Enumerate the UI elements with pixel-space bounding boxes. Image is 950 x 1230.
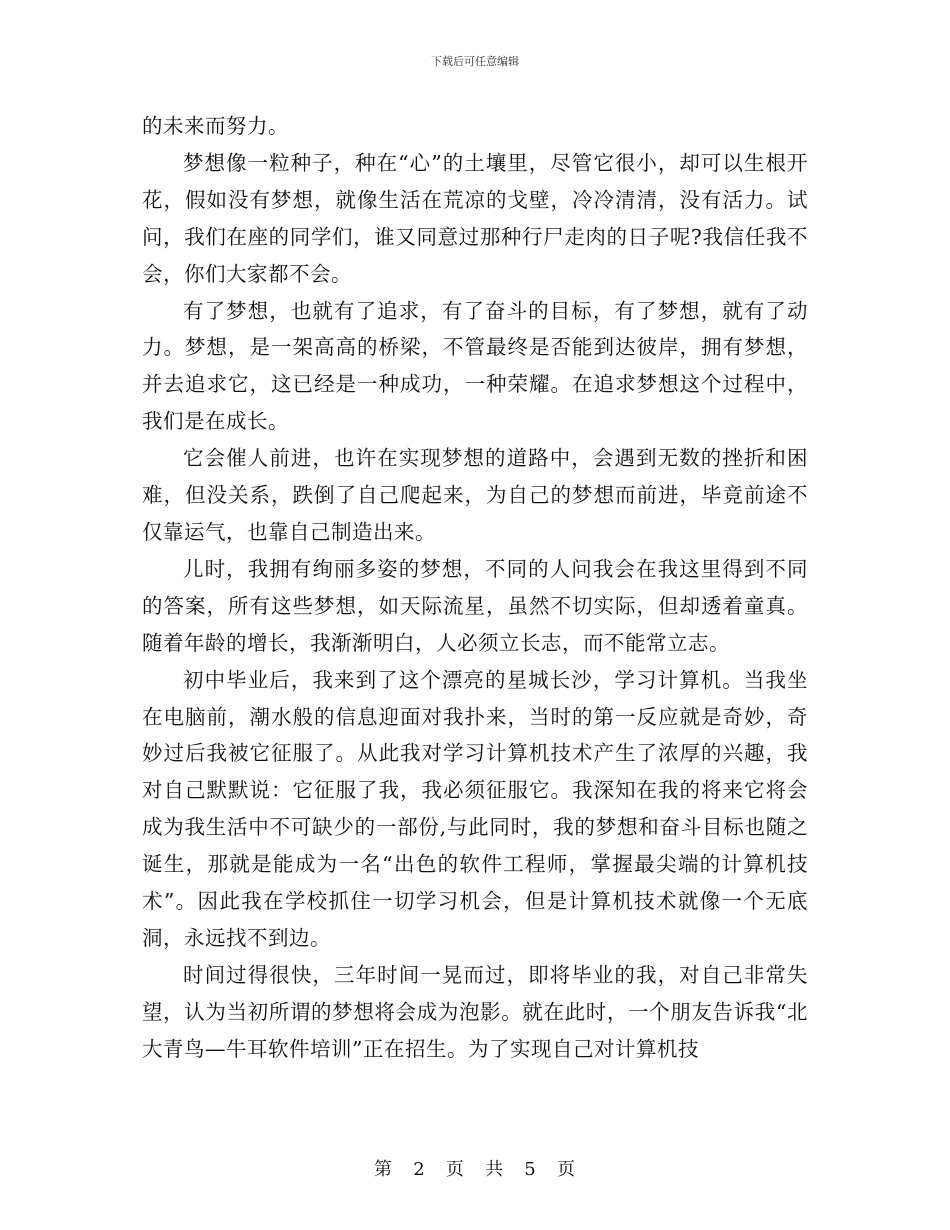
- total-pages-number: 5: [524, 1159, 537, 1180]
- paragraph-5: 儿时，我拥有绚丽多姿的梦想，不同的人问我会在我这里得到不同的答案，所有这些梦想，如天际流星，虽然不切实际，但却透着童真。随着年龄的增长，我渐渐明白，人必须立长志，而不能常立志。: [142, 556, 808, 655]
- document-body: [142, 108, 808, 1068]
- footer-page-word: 页: [445, 1159, 465, 1180]
- current-page-number: 2: [413, 1159, 426, 1180]
- paragraph-6: 初中毕业后，我来到了这个漂亮的星城长沙，学习计算机。当我坐在电脑前，潮水般的信息迎面对我扑来，当时的第一反应就是奇妙，奇妙过后我被它征服了。从此我对学习计算机技术产生了浓厚的兴趣，我对自己默默说：它征服了我，我必须征服它。我深知在我的将来它将会成为我生活中不可缺少的一部份,与此同时，我的梦想和奋斗目标也随之诞生，那就是能成为一名“出色的软件工程师，掌握最尖端的计算机技术”。因此我在学校抓住一切学习机会，但是计算机技术就像一个无底洞，永远找不到边。: [142, 667, 808, 950]
- footer-total-word: 共: [485, 1159, 505, 1180]
- header-note: 下载后可任意编辑: [431, 55, 519, 68]
- paragraph-1: 的未来而努力。: [142, 114, 289, 138]
- paragraph-4: 它会催人前进，也许在实现梦想的道路中，会遇到无数的挫折和困难，但没关系，跌倒了自己爬起来，为自己的梦想而前进，毕竟前途不仅靠运气，也靠自己制造出来。: [142, 446, 808, 544]
- paragraph-2: 梦想像一粒种子，种在“心”的土壤里，尽管它很小，却可以生根开花，假如没有梦想，就像生活在荒凉的戈壁，冷冷清清，没有活力。试问，我们在座的同学们，谁又同意过那种行尸走肉的日子呢?我信任我不会，你们大家都不会。: [142, 150, 808, 286]
- footer-prefix: 第: [374, 1159, 394, 1180]
- paragraph-7: 时间过得很快，三年时间一晃而过，即将毕业的我，对自己非常失望，认为当初所谓的梦想将会成为泡影。就在此时，一个朋友告诉我“北大青鸟—牛耳软件培训”正在招生。为了实现自己对计算机技: [142, 962, 808, 1061]
- page-footer: [0, 1155, 950, 1181]
- footer-suffix: 页: [556, 1159, 576, 1180]
- paragraph-3: 有了梦想，也就有了追求，有了奋斗的目标，有了梦想，就有了动力。梦想，是一架高高的桥梁，不管最终是否能到达彼岸，拥有梦想，并去追求它，这已经是一种成功，一种荣耀。在追求梦想这个过程中，我们是在成长。: [142, 298, 808, 434]
